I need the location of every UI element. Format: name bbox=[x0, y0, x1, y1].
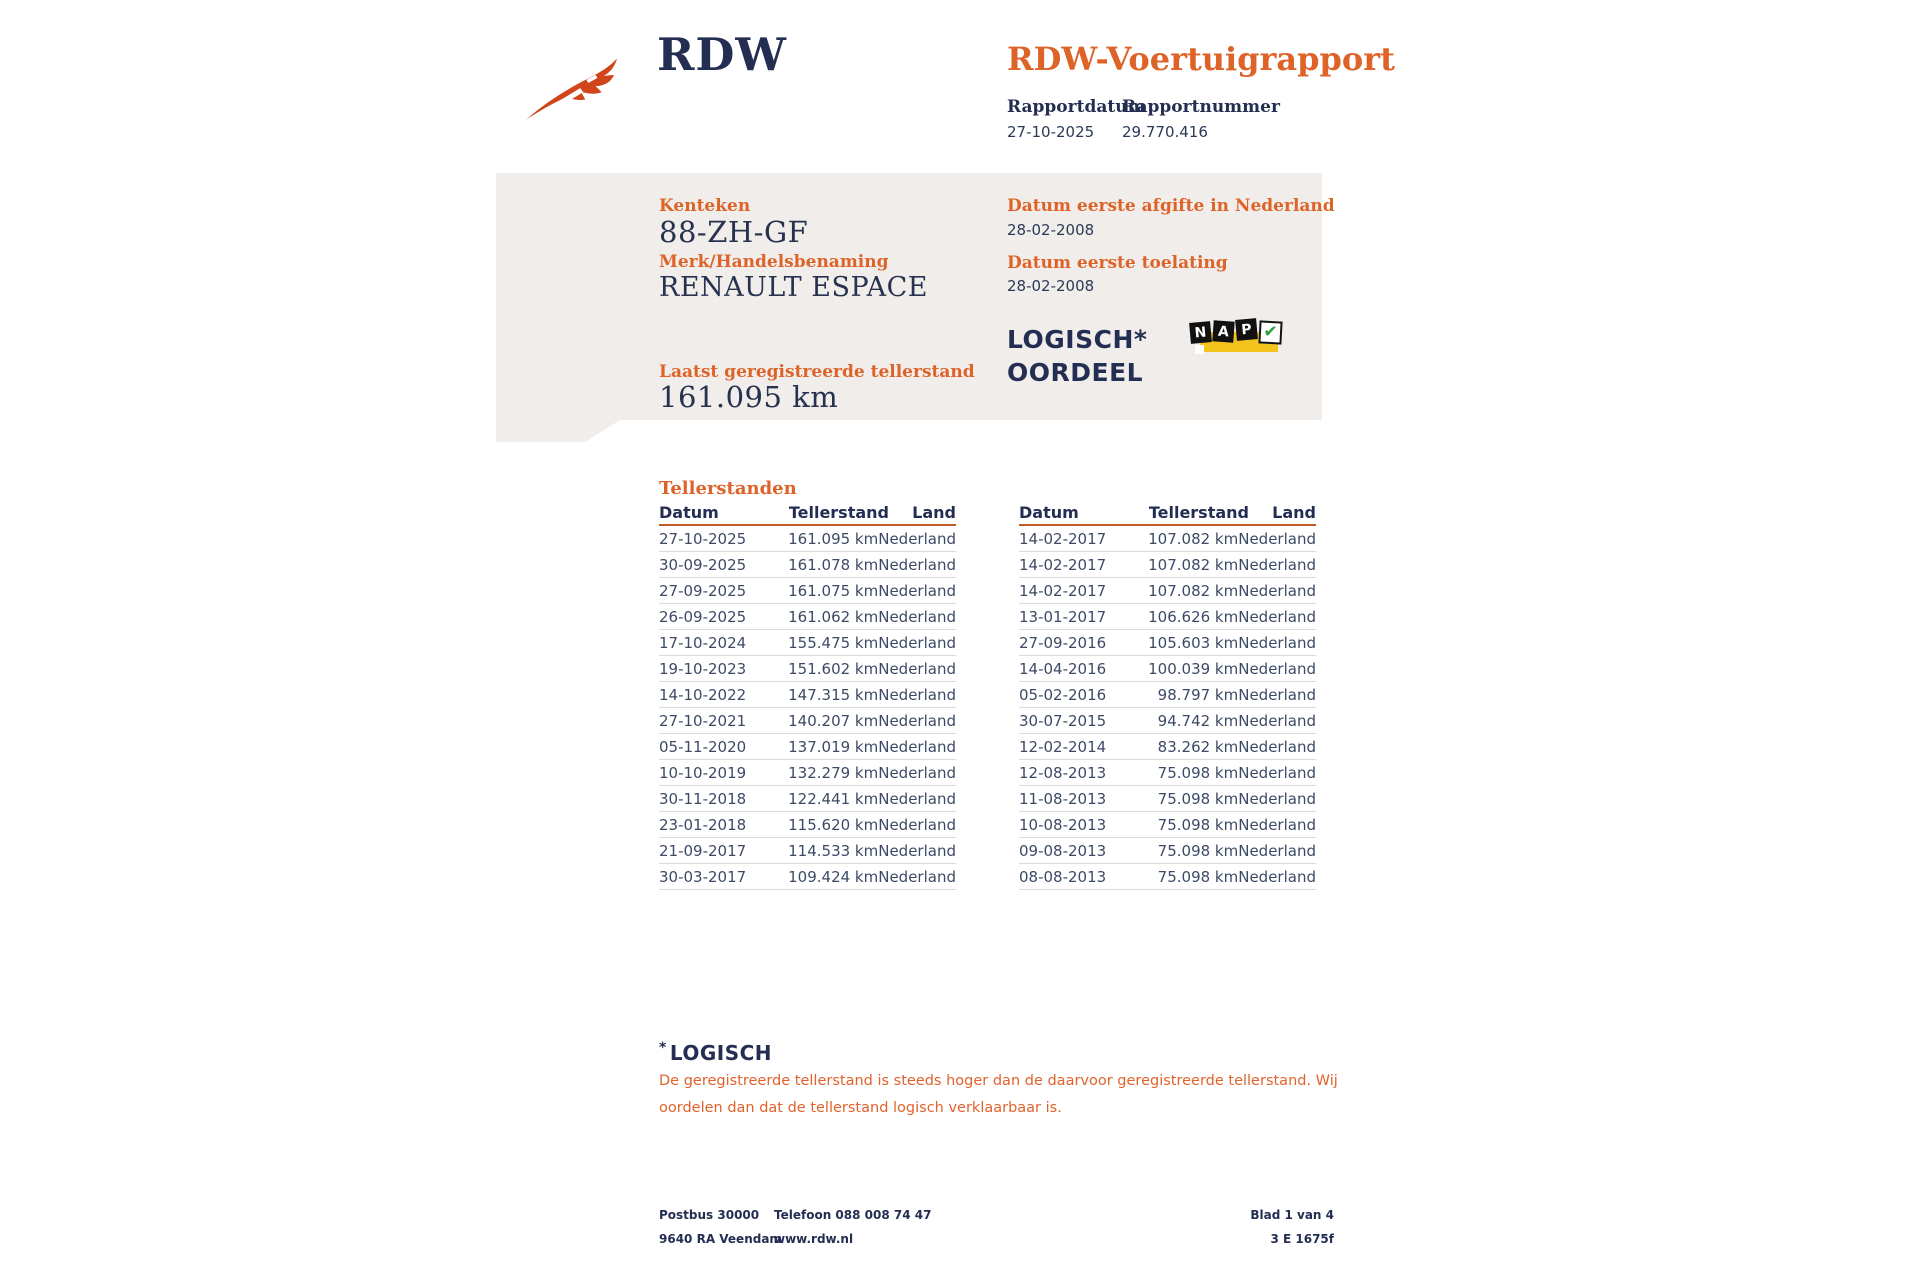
cell-km: 109.424 km bbox=[788, 867, 879, 886]
col-header-land: Land bbox=[912, 503, 956, 522]
cell-date: 17-10-2024 bbox=[659, 633, 747, 652]
report-number-value: 29.770.416 bbox=[1122, 123, 1208, 141]
cell-date: 05-11-2020 bbox=[659, 737, 747, 756]
cell-km: 75.098 km bbox=[1157, 763, 1239, 782]
table-row bbox=[1019, 812, 1316, 838]
cell-date: 12-02-2014 bbox=[1019, 737, 1107, 756]
table-row bbox=[659, 630, 956, 656]
table-row bbox=[1019, 552, 1316, 578]
footer-website: www.rdw.nl bbox=[774, 1232, 854, 1246]
cell-date: 10-10-2019 bbox=[659, 763, 747, 782]
oordeel-value: LOGISCH* bbox=[1007, 325, 1148, 354]
table-row bbox=[659, 786, 956, 812]
table-row bbox=[1019, 656, 1316, 682]
cell-date: 30-07-2015 bbox=[1019, 711, 1107, 730]
footer-form-code: 3 E 1675f bbox=[1270, 1232, 1334, 1246]
table-row bbox=[1019, 526, 1316, 552]
nap-logo-notch bbox=[1195, 345, 1204, 354]
cell-land: Nederland bbox=[878, 763, 956, 782]
report-number-label: Rapportnummer bbox=[1122, 97, 1280, 117]
cell-date: 27-09-2016 bbox=[1019, 633, 1107, 652]
cell-km: 75.098 km bbox=[1157, 841, 1239, 860]
footer-address-line1: Postbus 30000 bbox=[659, 1208, 760, 1222]
col-header-tellerstand: Tellerstand bbox=[788, 503, 889, 522]
cell-land: Nederland bbox=[1238, 607, 1316, 626]
table-header-row bbox=[659, 501, 956, 526]
odometer-table-left bbox=[659, 501, 956, 890]
cell-km: 114.533 km bbox=[788, 841, 879, 860]
col-header-datum: Datum bbox=[1019, 503, 1079, 522]
cell-date: 27-09-2025 bbox=[659, 581, 747, 600]
tellerstand-value: 161.095 km bbox=[659, 380, 839, 414]
col-header-tellerstand: Tellerstand bbox=[1148, 503, 1249, 522]
table-row bbox=[659, 682, 956, 708]
table-row bbox=[659, 864, 956, 890]
cell-date: 14-02-2017 bbox=[1019, 581, 1107, 600]
cell-km: 137.019 km bbox=[788, 737, 879, 756]
table-row bbox=[1019, 786, 1316, 812]
cell-date: 26-09-2025 bbox=[659, 607, 747, 626]
table-row bbox=[1019, 578, 1316, 604]
cell-date: 30-03-2017 bbox=[659, 867, 747, 886]
table-row bbox=[1019, 604, 1316, 630]
cell-km: 107.082 km bbox=[1148, 555, 1239, 574]
footnote-text: De geregistreerde tellerstand is steeds hoger dan de daarvoor geregistreerde tellerstand. Wij oordelen dan dat de tellerstand logisch verklaarbaar is. bbox=[659, 1073, 1338, 1116]
cell-km: 161.062 km bbox=[788, 607, 879, 626]
eerste-toelating-label: Datum eerste toelating bbox=[1007, 253, 1228, 273]
table-row bbox=[659, 526, 956, 552]
nap-letter-p: P bbox=[1235, 318, 1258, 341]
cell-km: 115.620 km bbox=[788, 815, 879, 834]
table-row bbox=[659, 656, 956, 682]
cell-land: Nederland bbox=[1238, 685, 1316, 704]
rdw-logo-text: RDW bbox=[657, 28, 787, 81]
table-row bbox=[659, 812, 956, 838]
table-row bbox=[659, 734, 956, 760]
cell-km: 107.082 km bbox=[1148, 581, 1239, 600]
report-date-label: Rapportdatum bbox=[1007, 97, 1146, 117]
col-header-datum: Datum bbox=[659, 503, 719, 522]
nap-checkmark-icon: ✔ bbox=[1258, 320, 1282, 344]
cell-land: Nederland bbox=[878, 841, 956, 860]
table-row bbox=[659, 838, 956, 864]
cell-land: Nederland bbox=[1238, 737, 1316, 756]
footer-page-number: Blad 1 van 4 bbox=[1250, 1208, 1334, 1222]
cell-date: 27-10-2025 bbox=[659, 529, 747, 548]
table-row bbox=[1019, 838, 1316, 864]
cell-land: Nederland bbox=[878, 555, 956, 574]
table-row bbox=[659, 578, 956, 604]
cell-km: 75.098 km bbox=[1157, 789, 1239, 808]
cell-date: 05-02-2016 bbox=[1019, 685, 1107, 704]
page-title: RDW-Voertuigrapport bbox=[1007, 40, 1395, 78]
cell-land: Nederland bbox=[1238, 555, 1316, 574]
col-header-land: Land bbox=[1272, 503, 1316, 522]
cell-land: Nederland bbox=[1238, 633, 1316, 652]
cell-date: 11-08-2013 bbox=[1019, 789, 1107, 808]
cell-land: Nederland bbox=[1238, 581, 1316, 600]
cell-km: 94.742 km bbox=[1157, 711, 1239, 730]
footer-phone: Telefoon 088 008 74 47 bbox=[774, 1208, 932, 1222]
cell-date: 19-10-2023 bbox=[659, 659, 747, 678]
table-row bbox=[1019, 708, 1316, 734]
table-row bbox=[659, 552, 956, 578]
eerste-afgifte-label: Datum eerste afgifte in Nederland bbox=[1007, 196, 1335, 216]
cell-km: 147.315 km bbox=[788, 685, 879, 704]
cell-date: 27-10-2021 bbox=[659, 711, 747, 730]
cell-km: 75.098 km bbox=[1157, 867, 1239, 886]
eerste-afgifte-value: 28-02-2008 bbox=[1007, 221, 1095, 239]
odometer-table-right bbox=[1019, 501, 1316, 890]
cell-km: 75.098 km bbox=[1157, 815, 1239, 834]
cell-date: 10-08-2013 bbox=[1019, 815, 1107, 834]
table-row bbox=[659, 760, 956, 786]
footnote-title bbox=[659, 1040, 772, 1065]
tellerstanden-section-title: Tellerstanden bbox=[659, 478, 797, 499]
cell-land: Nederland bbox=[1238, 789, 1316, 808]
table-row bbox=[1019, 734, 1316, 760]
vehicle-summary-box bbox=[496, 173, 1335, 420]
oordeel-label: OORDEEL bbox=[1007, 358, 1144, 387]
cell-date: 21-09-2017 bbox=[659, 841, 747, 860]
cell-km: 98.797 km bbox=[1157, 685, 1239, 704]
cell-km: 106.626 km bbox=[1148, 607, 1239, 626]
cell-km: 105.603 km bbox=[1148, 633, 1239, 652]
tellerstand-label: Laatst geregistreerde tellerstand bbox=[659, 362, 975, 382]
nap-letter-n: N bbox=[1189, 321, 1212, 344]
cell-land: Nederland bbox=[878, 529, 956, 548]
cell-km: 140.207 km bbox=[788, 711, 879, 730]
cell-date: 14-02-2017 bbox=[1019, 529, 1107, 548]
cell-km: 107.082 km bbox=[1148, 529, 1239, 548]
cell-land: Nederland bbox=[878, 711, 956, 730]
nap-letter-a: A bbox=[1212, 320, 1234, 342]
oordeel-verdict bbox=[1007, 323, 1147, 389]
table-row bbox=[659, 708, 956, 734]
footnote-star: * bbox=[659, 1040, 667, 1056]
cell-km: 100.039 km bbox=[1148, 659, 1239, 678]
cell-date: 30-09-2025 bbox=[659, 555, 747, 574]
footer-address-line2: 9640 RA Veendam bbox=[659, 1232, 782, 1246]
cell-land: Nederland bbox=[1238, 711, 1316, 730]
cell-date: 14-10-2022 bbox=[659, 685, 747, 704]
vehicle-summary-box-tab bbox=[496, 420, 620, 442]
table-row bbox=[1019, 760, 1316, 786]
cell-land: Nederland bbox=[1238, 763, 1316, 782]
cell-km: 161.078 km bbox=[788, 555, 879, 574]
cell-land: Nederland bbox=[878, 789, 956, 808]
cell-land: Nederland bbox=[878, 581, 956, 600]
table-row bbox=[659, 604, 956, 630]
cell-land: Nederland bbox=[878, 633, 956, 652]
cell-land: Nederland bbox=[1238, 867, 1316, 886]
kenteken-label: Kenteken bbox=[659, 196, 751, 216]
cell-date: 12-08-2013 bbox=[1019, 763, 1107, 782]
table-row bbox=[1019, 864, 1316, 890]
cell-land: Nederland bbox=[1238, 659, 1316, 678]
cell-land: Nederland bbox=[878, 685, 956, 704]
cell-date: 14-02-2017 bbox=[1019, 555, 1107, 574]
report-date-value: 27-10-2025 bbox=[1007, 123, 1095, 141]
report-number bbox=[1122, 97, 1280, 141]
cell-date: 14-04-2016 bbox=[1019, 659, 1107, 678]
cell-land: Nederland bbox=[1238, 529, 1316, 548]
cell-land: Nederland bbox=[878, 607, 956, 626]
cell-land: Nederland bbox=[1238, 815, 1316, 834]
table-row bbox=[1019, 682, 1316, 708]
table-header-row bbox=[1019, 501, 1316, 526]
cell-km: 83.262 km bbox=[1157, 737, 1239, 756]
cell-land: Nederland bbox=[878, 737, 956, 756]
cell-date: 08-08-2013 bbox=[1019, 867, 1107, 886]
nap-logo bbox=[1190, 319, 1284, 357]
cell-km: 155.475 km bbox=[788, 633, 879, 652]
cell-km: 122.441 km bbox=[788, 789, 879, 808]
cell-land: Nederland bbox=[878, 867, 956, 886]
merk-value: RENAULT ESPACE bbox=[659, 272, 928, 303]
cell-km: 151.602 km bbox=[788, 659, 879, 678]
cell-date: 09-08-2013 bbox=[1019, 841, 1107, 860]
rdw-feather-logo-icon bbox=[522, 46, 620, 122]
eerste-toelating-value: 28-02-2008 bbox=[1007, 277, 1095, 295]
cell-date: 30-11-2018 bbox=[659, 789, 747, 808]
cell-land: Nederland bbox=[878, 815, 956, 834]
cell-land: Nederland bbox=[1238, 841, 1316, 860]
cell-land: Nederland bbox=[878, 659, 956, 678]
cell-km: 161.095 km bbox=[788, 529, 879, 548]
cell-km: 161.075 km bbox=[788, 581, 879, 600]
merk-label: Merk/Handelsbenaming bbox=[659, 252, 889, 272]
cell-date: 13-01-2017 bbox=[1019, 607, 1107, 626]
cell-date: 23-01-2018 bbox=[659, 815, 747, 834]
cell-km: 132.279 km bbox=[788, 763, 879, 782]
kenteken-value: 88-ZH-GF bbox=[659, 215, 809, 249]
table-row bbox=[1019, 630, 1316, 656]
footnote-title-text: LOGISCH bbox=[669, 1041, 773, 1065]
